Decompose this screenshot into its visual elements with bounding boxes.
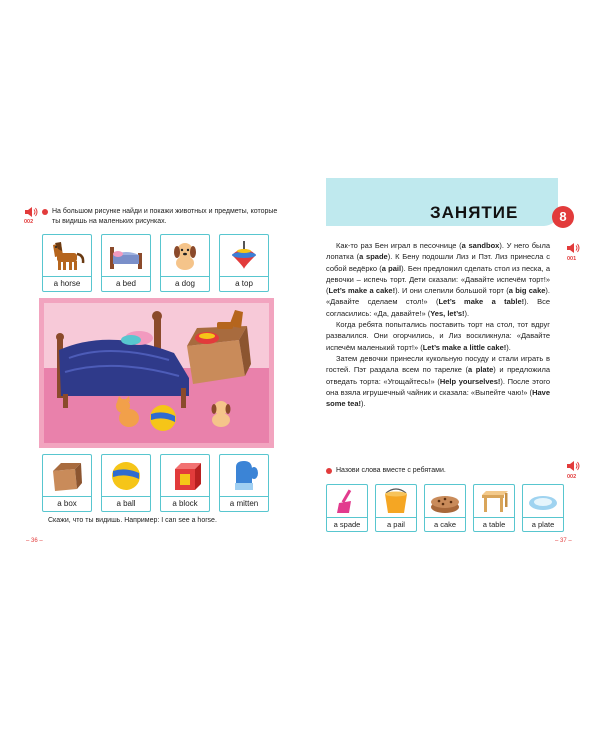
story-paragraph: Как-то раз Бен играл в песочнице (a sandbox). У него была лопатка (a spade). К Бену подошли Лиз и Пэт. Лиз принесла с собой ведёрко (a pail). Бен предложил сделать стол из песка, а девочки – испечь торт. Дети сказали: «Давайте испечём торт!» (Let’s make a cake!). И они слепили большой торт (a big cake). «Давайте сделаем стол!» (Let’s make a table!). Все согласились: «Да, давайте!» (Yes, let’s!). [326, 241, 551, 318]
english-phrase: Let’s make a little cake! [422, 342, 507, 352]
english-phrase: a sandbox [461, 241, 500, 250]
word-card-dog [160, 234, 210, 292]
bullet-dot [42, 209, 48, 215]
word-label: a bed [102, 276, 150, 291]
plate-icon [527, 487, 559, 515]
word-label: a horse [43, 276, 91, 291]
box-icon [47, 459, 87, 493]
right-instruction [326, 466, 556, 476]
horse-icon [47, 239, 87, 273]
dog-icon [165, 239, 205, 273]
word-card-box [42, 454, 92, 512]
word-label: a spade [327, 517, 367, 531]
word-card-horse [42, 234, 92, 292]
speaker-icon[interactable] [24, 206, 38, 218]
table-icon [478, 487, 510, 515]
word-card-spade [326, 484, 368, 532]
english-phrase: a spade [359, 252, 388, 262]
scene-illustration [39, 298, 274, 448]
lesson-number-badge: 8 [552, 206, 574, 228]
english-phrase: Let’s make a cake! [328, 286, 396, 296]
word-label: a box [43, 496, 91, 511]
word-card-top [219, 234, 269, 292]
word-label: a mitten [220, 496, 268, 511]
word-label: a block [161, 496, 209, 511]
audio-track-number: 001 [567, 256, 577, 262]
cake-icon [429, 487, 461, 515]
word-label: a top [220, 276, 268, 291]
story-paragraph: Затем девочки принесли кукольную посуду и стали играть в гостей. Пэт раздала всем по тарелке (a plate) и предложила отведать торта: «Угощайтесь!» (Help yourselves!). После этого она взяла игрушечный чайник и сказала: «Выпейте чаю!» (Have some tea!). [326, 353, 550, 409]
bed-icon [106, 239, 146, 273]
spade-icon [331, 487, 363, 515]
page-number: – 37 – [555, 538, 572, 544]
english-phrase: Yes, let’s! [430, 308, 465, 318]
story-paragraph: Когда ребята попытались поставить торт на стол, тот вдруг развалился. Они огорчились, и Лиз воскликнула: «Давайте испечём маленький торт!» (Let’s make a little cake!). [326, 320, 550, 352]
audio-track-number: 002 [567, 474, 577, 480]
page-number: – 36 – [26, 538, 43, 544]
english-phrase: Help yourselves! [439, 376, 501, 386]
pail-icon [380, 487, 412, 515]
english-phrase: a plate [468, 365, 494, 375]
left-caption: Скажи, что ты видишь. Например: I can see a horse. [48, 517, 217, 524]
english-phrase: a pail [381, 263, 402, 273]
word-card-bed [101, 234, 151, 292]
word-label: a dog [161, 276, 209, 291]
english-phrase: a big cake [508, 286, 546, 296]
word-label: a plate [523, 517, 563, 531]
word-card-cake [424, 484, 466, 532]
audio-track-number: 002 [24, 219, 34, 225]
word-card-ball [101, 454, 151, 512]
speaker-icon[interactable] [566, 460, 580, 472]
word-label: a table [474, 517, 514, 531]
left-instruction [42, 207, 282, 227]
bullet-dot [326, 468, 332, 474]
word-card-table [473, 484, 515, 532]
spinning-top-icon [224, 239, 264, 273]
instruction-text: На большом рисунке найди и покажи животных и предметы, которые ты видишь на маленьких рисунках. [52, 208, 278, 225]
word-label: a pail [376, 517, 416, 531]
speaker-icon[interactable] [566, 242, 580, 254]
word-card-block [160, 454, 210, 512]
lesson-title: ЗАНЯТИЕ [430, 203, 519, 222]
word-card-mitten [219, 454, 269, 512]
word-card-pail [375, 484, 417, 532]
ball-icon [106, 459, 146, 493]
word-label: a cake [425, 517, 465, 531]
block-icon [165, 459, 205, 493]
instruction-text: Назови слова вместе с ребятами. [336, 467, 446, 474]
story-text [326, 240, 550, 409]
word-card-plate [522, 484, 564, 532]
mitten-icon [224, 459, 264, 493]
english-phrase: Have some tea! [326, 387, 550, 409]
word-label: a ball [102, 496, 150, 511]
english-phrase: Let’s make a table! [438, 297, 525, 307]
